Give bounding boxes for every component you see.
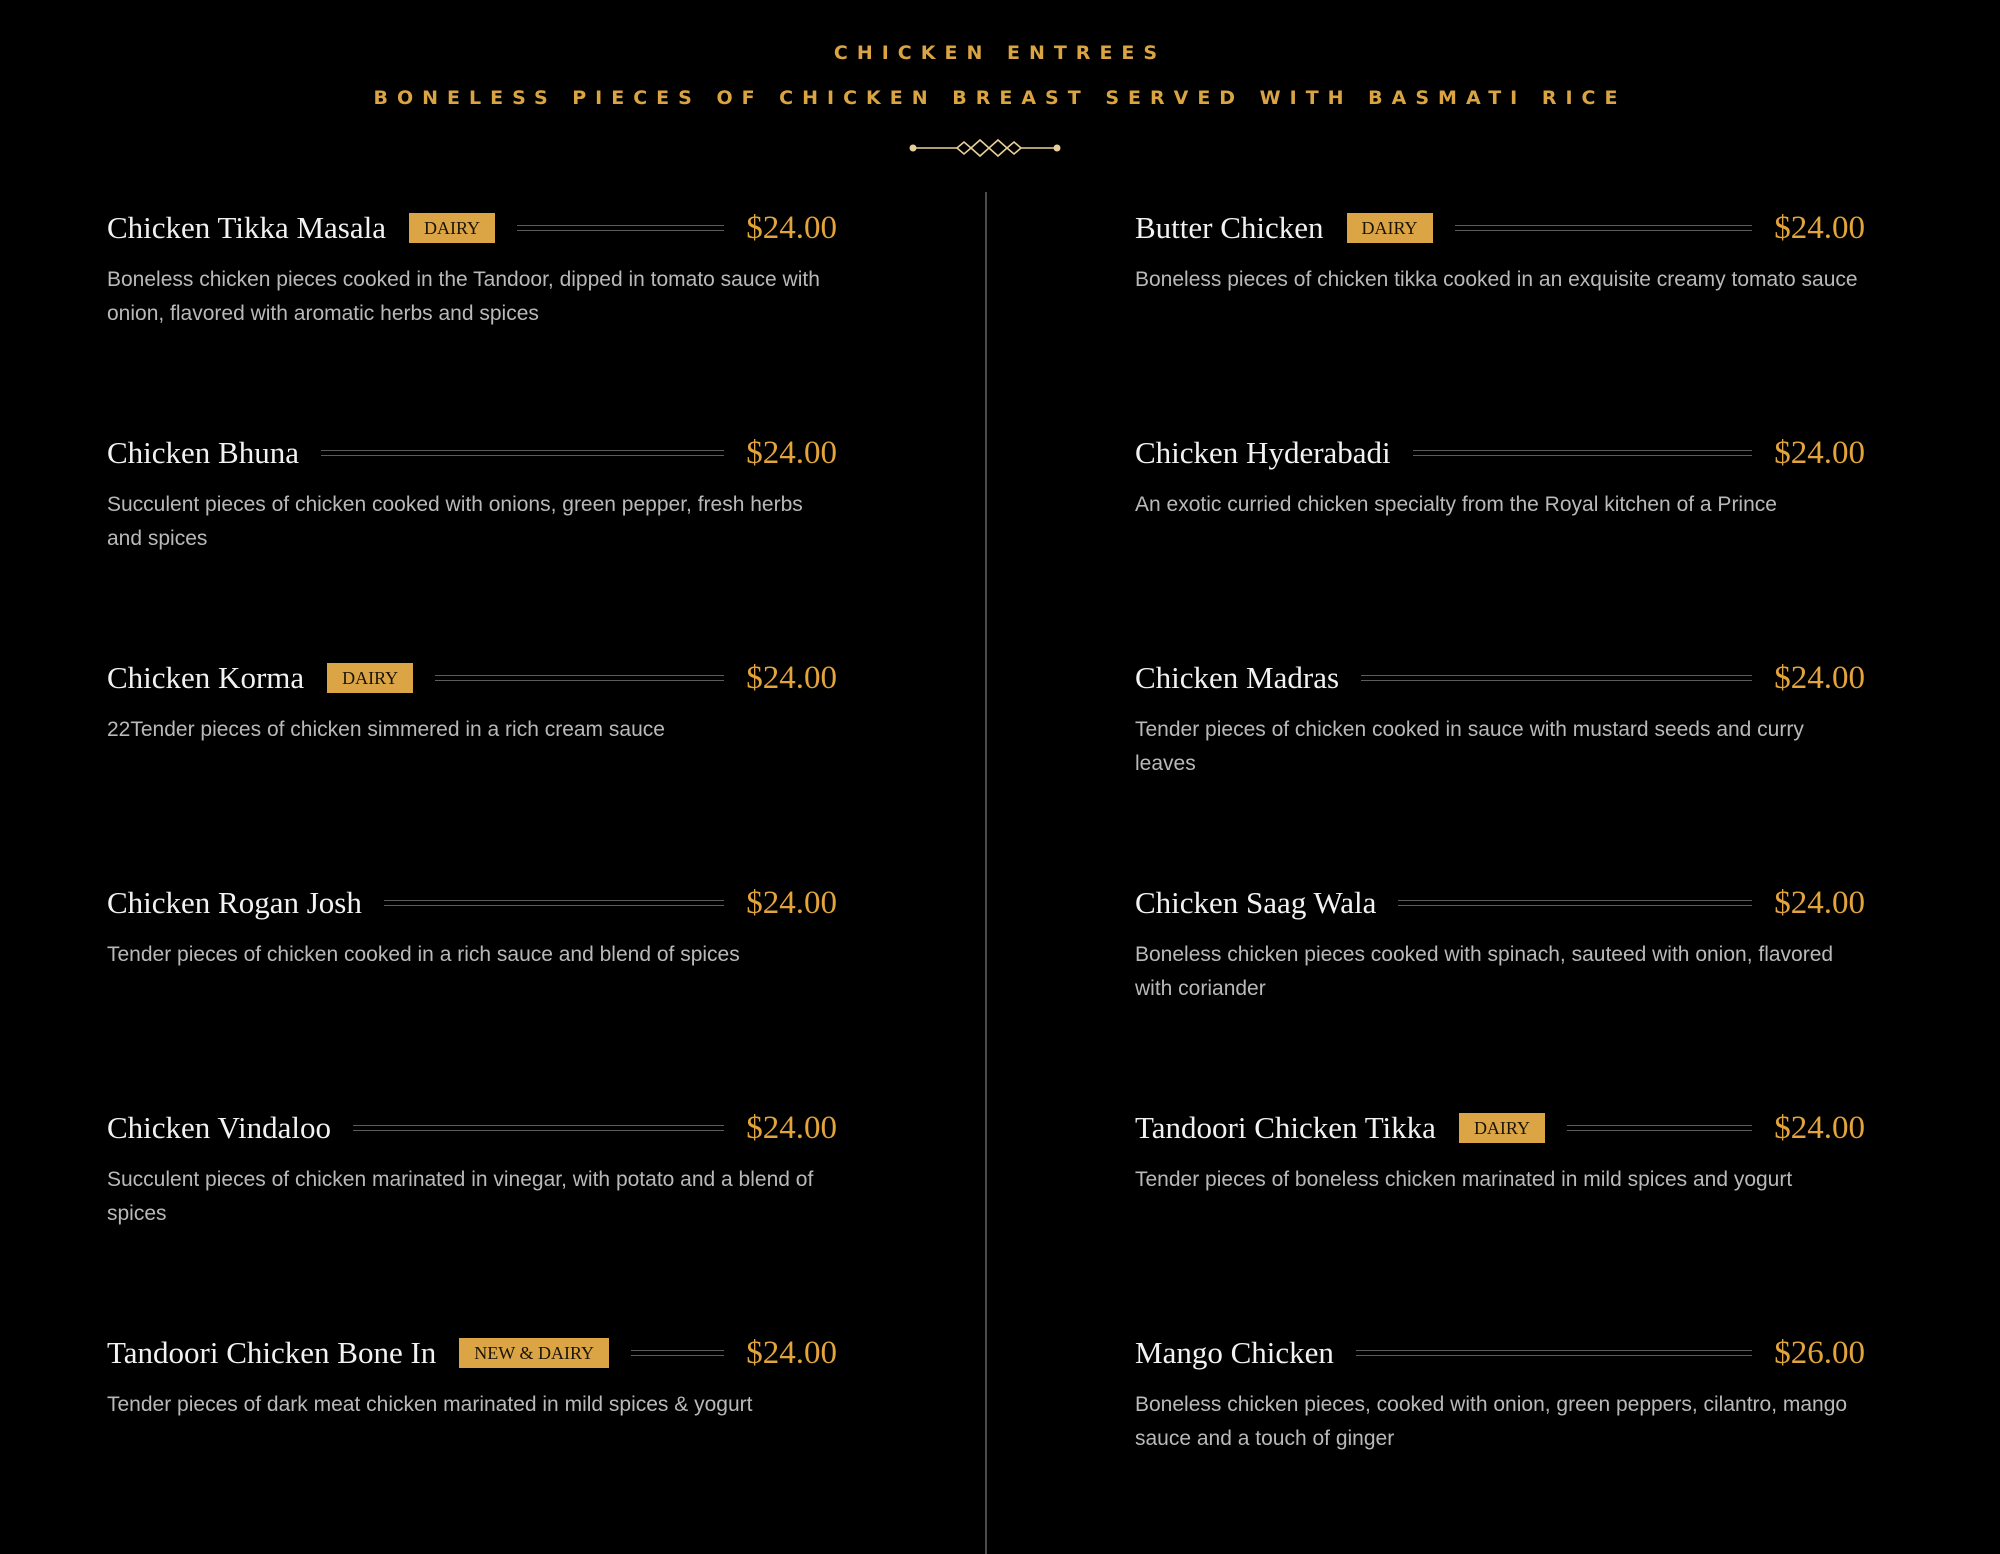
menu-item (1135, 207, 1865, 407)
item-price: $26.00 (1774, 1334, 1865, 1371)
item-price: $24.00 (746, 884, 837, 921)
item-description: Boneless chicken pieces, cooked with onion, green peppers, cilantro, mango sauce and a touch of ginger (1135, 1393, 1848, 1450)
leader-rule (1413, 450, 1753, 456)
item-name: Mango Chicken (1135, 1335, 1334, 1370)
item-name: Chicken Korma (107, 660, 305, 695)
menu-item (107, 1332, 837, 1532)
item-price: $24.00 (1774, 434, 1865, 471)
item-name: Chicken Saag Wala (1135, 885, 1377, 920)
item-description: 22Tender pieces of chicken simmered in a rich cream sauce (107, 718, 665, 741)
item-description: Boneless chicken pieces cooked with spinach, sauteed with onion, flavored with coriander (1135, 943, 1834, 1000)
item-price: $24.00 (1774, 884, 1865, 921)
item-name: Tandoori Chicken Bone In (107, 1335, 437, 1370)
menu-item (107, 1107, 837, 1307)
item-description: Succulent pieces of chicken marinated in vinegar, with potato and a blend of spices (107, 1168, 814, 1225)
item-price: $24.00 (1774, 659, 1865, 696)
item-description: Tender pieces of chicken cooked in a rich sauce and blend of spices (107, 943, 740, 966)
item-description: Boneless chicken pieces cooked in the Tandoor, dipped in tomato sauce with onion, flavored with aromatic herbs and spices (107, 268, 820, 325)
item-name: Butter Chicken (1135, 210, 1324, 245)
item-name: Chicken Bhuna (107, 435, 299, 470)
item-description: Tender pieces of dark meat chicken marinated in mild spices & yogurt (107, 1393, 753, 1416)
leader-rule (1455, 225, 1753, 231)
item-name: Chicken Vindaloo (107, 1110, 332, 1145)
item-price: $24.00 (746, 209, 837, 246)
menu-item (1135, 882, 1865, 1082)
leader-rule (517, 225, 724, 231)
menu-item (1135, 1332, 1865, 1532)
item-name: Tandoori Chicken Tikka (1135, 1110, 1436, 1145)
leader-rule (1398, 900, 1752, 906)
item-name: Chicken Madras (1135, 660, 1340, 695)
menu-item (107, 657, 837, 857)
menu-item (1135, 657, 1865, 857)
menu-item (107, 207, 837, 407)
dairy-badge: DAIRY (1347, 213, 1433, 243)
menu-item (1135, 1107, 1865, 1307)
leader-rule (631, 1350, 724, 1356)
leader-rule (353, 1125, 724, 1131)
dairy-badge: DAIRY (327, 663, 413, 693)
item-description: Boneless pieces of chicken tikka cooked in an exquisite creamy tomato sauce (1135, 268, 1858, 291)
leader-rule (321, 450, 724, 456)
dairy-badge: DAIRY (1459, 1113, 1545, 1143)
leader-rule (1567, 1125, 1752, 1131)
item-price: $24.00 (1774, 209, 1865, 246)
item-name: Chicken Tikka Masala (107, 210, 386, 245)
section-subtitle: BONELESS PIECES OF CHICKEN BREAST SERVED WITH BASMATI RICE (373, 87, 1627, 109)
leader-rule (1361, 675, 1752, 681)
item-name: Chicken Hyderabadi (1135, 435, 1391, 470)
item-description: Tender pieces of boneless chicken marinated in mild spices and yogurt (1135, 1168, 1793, 1191)
item-price: $24.00 (746, 434, 837, 471)
menu-item (1135, 432, 1865, 632)
item-description: Tender pieces of chicken cooked in sauce with mustard seeds and curry leaves (1135, 718, 1804, 775)
menu-item (107, 432, 837, 632)
section-title: CHICKEN ENTREES (833, 42, 1167, 64)
item-price: $24.00 (746, 659, 837, 696)
leader-rule (435, 675, 724, 681)
leader-rule (384, 900, 724, 906)
item-description: An exotic curried chicken specialty from the Royal kitchen of a Prince (1135, 493, 1777, 516)
leader-rule (1356, 1350, 1752, 1356)
item-price: $24.00 (1774, 1109, 1865, 1146)
item-name: Chicken Rogan Josh (107, 885, 362, 920)
column-divider (985, 192, 987, 1554)
new-dairy-badge: NEW & DAIRY (459, 1338, 609, 1368)
item-description: Succulent pieces of chicken cooked with onions, green pepper, fresh herbs and spices (107, 493, 803, 550)
menu-item (107, 882, 837, 1082)
diamond-ornament-icon (908, 134, 1062, 162)
item-price: $24.00 (746, 1109, 837, 1146)
dairy-badge: DAIRY (409, 213, 495, 243)
item-price: $24.00 (746, 1334, 837, 1371)
